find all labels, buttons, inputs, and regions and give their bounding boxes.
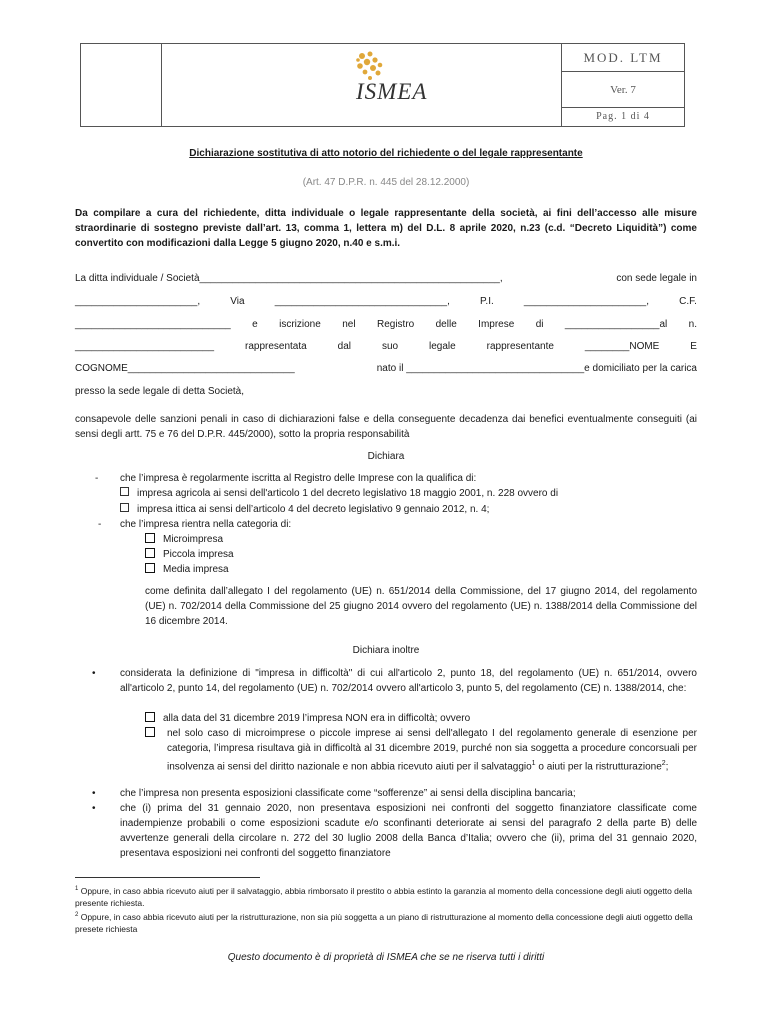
- page-footer: Questo documento è di proprietà di ISMEA che se ne riserva tutti i diritti: [227, 952, 545, 963]
- sede-label: con sede legale in: [616, 273, 697, 284]
- registry-number-field: _________________________: [75, 341, 215, 352]
- checkbox-icon[interactable]: [145, 563, 155, 573]
- pi-label: P.I.: [480, 296, 494, 307]
- cf-label: C.F.: [679, 296, 697, 307]
- category-micro: [145, 532, 223, 547]
- option-label: impresa ittica ai sensi dell’articolo 4 del decreto legislativo 9 gennaio 2012, n. 4;: [137, 504, 490, 515]
- footnote-1: [75, 883, 705, 909]
- option-label-cont: o aiuti per la ristrutturazione: [535, 761, 662, 773]
- option-label: impresa agricola ai sensi dell'articolo 1 del decreto legislativo 18 maggio 2001, n. 228 ovvero di: [137, 488, 559, 499]
- form-line-4: [75, 339, 697, 354]
- checkbox-icon[interactable]: [120, 487, 129, 496]
- bullet-marker: •: [92, 803, 96, 814]
- form-version: Ver. 7: [562, 72, 684, 107]
- form-code: MOD. LTM: [562, 44, 684, 72]
- definition-paragraph: come definita dall’allegato I del regolamento (UE) n. 651/2014 della Commissione, del 17 giugno 2014, del regolamento (UE) n. 702/2014 della Commissione del 25 giugno 2014 ovvero del regolamento (UE) n. 1388/2014 della Commissione del 16 dicembre 2014.: [145, 586, 697, 627]
- bullet-marker: •: [92, 668, 96, 679]
- dichiara-item-1: che l’impresa è regolarmente iscritta al Registro delle Imprese con la qualifica di:: [120, 473, 477, 484]
- word: delle: [435, 319, 457, 330]
- option-label: Media impresa: [163, 564, 229, 575]
- dichiara-item-2: che l’impresa rientra nella categoria di:: [120, 519, 292, 530]
- word: Registro: [376, 319, 415, 330]
- page-number: Pag. 1 di 4: [596, 111, 650, 123]
- option-label: nel solo caso di microimprese o piccole imprese ai sensi dell'allegato I del regolamento generale di esenzione per categoria, l’impresa risultava già in difficoltà al 31 dicembre 2019, purché non sia soggetta a procedure concorsuali per insolvenza ai sensi del diritto nazionale e non abbia ricevuto aiuti per il salvataggio: [167, 728, 697, 773]
- word: e: [252, 319, 258, 330]
- checkbox-wrapper: [145, 726, 163, 741]
- footnote-text: Oppure, in caso abbia ricevuto aiuti per il salvataggio, abbia rimborsato il prestito o abbia estinto la garanzia al momento della concessione degli aiuti oggetto della presente richiesta.: [75, 885, 693, 908]
- checkbox-icon[interactable]: [145, 712, 155, 722]
- category-piccola: [145, 547, 234, 562]
- document-subtitle: (Art. 47 D.P.R. n. 445 del 28.12.2000): [302, 177, 470, 188]
- dichiara-item-1b: [120, 502, 489, 517]
- footnote-2: [75, 909, 705, 935]
- dichiara-heading: Dichiara: [367, 451, 405, 462]
- via-field: _______________________________,: [274, 296, 450, 307]
- ismea-logo-text: ISMEA: [356, 79, 428, 104]
- word: rappresentante: [486, 341, 554, 352]
- registry-date-field: _________________al: [564, 319, 668, 330]
- option-label: Piccola impresa: [163, 549, 234, 560]
- bullet-item-1: considerata la definizione di "impresa in difficoltà" di cui all'articolo 2, punto 18, del regolamento (UE) n. 651/2014, ovvero all'articolo 2, punto 14, del regolamento (UE) n. 702/2014 ovvero all'articolo 3, punto 5, del regolamento (CE) n. 1388/2014, che:: [120, 668, 697, 694]
- footnote-number: 2: [75, 912, 79, 918]
- word: dal: [337, 341, 351, 352]
- word: iscrizione: [279, 319, 321, 330]
- via-label: Via: [230, 296, 245, 307]
- word: rappresentata: [244, 341, 307, 352]
- city-field: ______________________,: [75, 296, 201, 307]
- option-label: alla data del 31 dicembre 2019 l’impresa NON era in difficoltà; ovvero: [163, 713, 471, 724]
- bullet-item-2: che l’impresa non presenta esposizioni classificate come “sofferenze” ai sensi della disciplina bancaria;: [120, 788, 576, 799]
- intro-paragraph: Da compilare a cura del richiedente, ditta individuale o legale rappresentante della società, ai fini dell’accesso alle misure straordinarie di sostegno previste dall’art. 13, comma 1, lettera m) del D.L. 8 aprile 2020, n.23 (c.d. “Decreto Liquidità”) come convertito con modificazioni dalla Legge 5 giugno 2020, n.40 e s.m.i.: [75, 208, 697, 249]
- checkbox-icon[interactable]: [145, 727, 155, 737]
- footnote-ref-1[interactable]: 1: [531, 760, 536, 767]
- footnote-divider: [75, 877, 260, 878]
- word: nel: [342, 319, 356, 330]
- cf-field: ____________________________: [75, 319, 231, 330]
- header-info-cell: [562, 44, 684, 126]
- company-field: La ditta individuale / Società______________________________________________________,: [75, 273, 503, 284]
- form-line-1: [75, 271, 697, 286]
- word: n.: [688, 319, 697, 330]
- word: legale: [429, 341, 456, 352]
- form-line-5: [75, 361, 697, 376]
- word: di: [535, 319, 544, 330]
- name-field: ________NOME: [584, 341, 660, 352]
- dash-marker: -: [98, 519, 102, 530]
- form-line-6: presso la sede legale di detta Società,: [75, 386, 244, 397]
- consapevole-paragraph: consapevole delle sanzioni penali in caso di dichiarazioni false e della conseguente decadenza dai benefici eventualmente conseguiti (ai sensi degli artt. 75 e 76 del D.P.R. 445/2000), sotto la propria responsabilità: [75, 414, 697, 440]
- footnote-text: Oppure, in caso abbia ricevuto aiuti per la ristrutturazione, non sia più soggetta a un piano di ristrutturazione al momento della concessione degli aiuti oggetto della presete richiesta: [75, 911, 693, 934]
- birthdate-field: nato il ________________________________e domiciliato per la carica: [376, 363, 697, 374]
- bullet-item-1a: [145, 711, 470, 726]
- checkbox-icon[interactable]: [145, 533, 155, 543]
- header-empty-cell: [81, 44, 162, 126]
- form-line-3: [75, 317, 697, 332]
- bullet-marker: •: [92, 788, 96, 799]
- word: Imprese: [478, 319, 515, 330]
- checkbox-icon[interactable]: [120, 503, 129, 512]
- dash-marker: -: [95, 473, 99, 484]
- surname-field: COGNOME______________________________: [75, 363, 295, 374]
- bullet-item-3: che (i) prima del 31 gennaio 2020, non presentava esposizioni nei confronti del soggetto finanziatore classificate come inadempienze probabili o come esposizioni scadute e/o sconfinanti deteriorate ai sensi del paragrafo 2 della parte B) delle avvertenze generali della circolare n. 272 del 30 luglio 2008 della Banca d’Italia; ovvero che (ii), prima del 31 gennaio 2020, presentava esposizioni nei confronti del soggetto finanziatore: [120, 803, 697, 859]
- option-label: Microimpresa: [163, 534, 224, 545]
- footnote-ref-2[interactable]: 2: [661, 760, 666, 767]
- word: suo: [381, 341, 399, 352]
- dichiara-inoltre-heading: Dichiara inoltre: [352, 645, 420, 656]
- option-label-end: ;: [665, 761, 669, 773]
- category-media: [145, 562, 229, 577]
- checkbox-icon[interactable]: [145, 548, 155, 558]
- pi-field: ______________________,: [523, 296, 650, 307]
- footnote-number: 1: [75, 886, 79, 892]
- form-line-2: [75, 294, 697, 309]
- dichiara-item-1a: [120, 486, 558, 501]
- word: E: [690, 341, 697, 352]
- bullet-item-1b: [167, 726, 697, 774]
- document-title: Dichiarazione sostitutiva di atto notorio del richiedente o del legale rappresentante: [189, 148, 583, 159]
